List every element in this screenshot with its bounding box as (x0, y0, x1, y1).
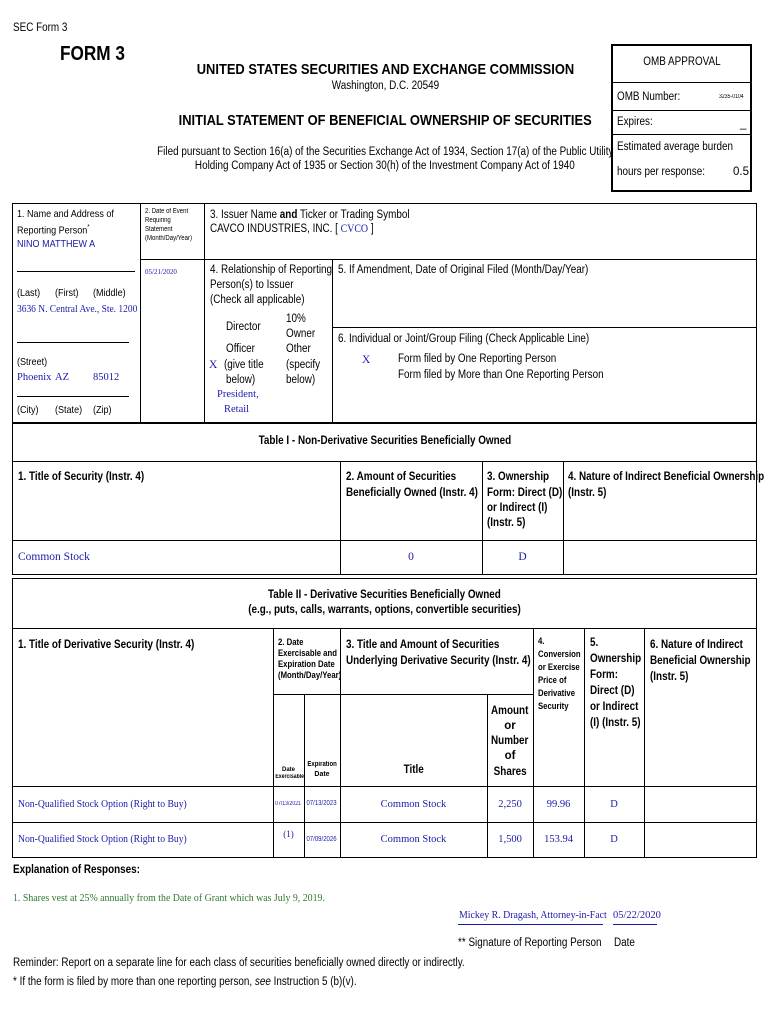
box1-label-2: Reporting Person (17, 224, 88, 237)
omb-hours-value: 0.5 (733, 166, 749, 178)
officer-checkmark[interactable]: X (209, 359, 218, 371)
omb-hours-label: hours per response: (617, 166, 705, 178)
table2-col-price-4: Price of (538, 675, 567, 685)
table2-col-date-2: Exercisable and (278, 648, 337, 658)
table2-col-form-3: Form: (590, 669, 619, 681)
table1-row-amount: 0 (408, 551, 414, 563)
signature-date: 05/22/2020 (613, 910, 661, 921)
table2-row1-underlying: Common Stock (380, 799, 447, 810)
table2-sub-amount-2: or (504, 720, 516, 732)
officer-title-line1: President, (217, 389, 259, 400)
table1-col-form-3: or Indirect (I) (487, 502, 548, 514)
box2-label-4: (Month/Day/Year) (145, 235, 192, 242)
label-zip: (Zip) (93, 404, 112, 416)
table1-col-title: 1. Title of Security (Instr. 4) (18, 471, 145, 483)
label-first: (First) (55, 287, 79, 299)
omb-burden-label: Estimated average burden (617, 141, 734, 153)
table2-title-1: Table II - Derivative Securities Beneficially Owned (268, 589, 501, 601)
filed-pursuant-line2: Holding Company Act of 1935 or Section 30(h) of the Investment Company Act of 1940 (195, 160, 575, 172)
reminder-text: Reminder: Report on a separate line for each class of securities beneficially owned directly or indirectly. (13, 957, 465, 969)
table2-row1-form: D (610, 799, 618, 810)
other-below: below) (286, 374, 316, 386)
table2-row1-price: 99.96 (546, 799, 571, 810)
other-specify: (specify (286, 359, 321, 371)
omb-expires-label: Expires: (617, 116, 653, 128)
zip-value: 85012 (93, 372, 120, 383)
table2-row1-exercisable: 07/13/2021 (275, 801, 302, 807)
table2-col-price-6: Security (538, 701, 569, 711)
table2-sub-exercisable-2: Exercisable (275, 774, 305, 780)
box4-label-2: Person(s) to Issuer (210, 279, 294, 291)
table2-col-form-2: Ownership (590, 653, 642, 665)
signature-label: ** Signature of Reporting Person (458, 937, 602, 949)
table2-col-date-3: Expiration Date (278, 659, 335, 669)
table2-row2-expiration: 07/09/2026 (306, 836, 338, 843)
table1-col-form-2: Form: Direct (D) (487, 487, 563, 499)
filed-pursuant-line1: Filed pursuant to Section 16(a) of the Securities Exchange Act of 1934, Section 17(a) of the Public Utility (156, 146, 614, 158)
one-person-checkmark[interactable]: X (362, 354, 371, 366)
filing-option-one: Form filed by One Reporting Person (398, 353, 557, 365)
label-last: (Last) (17, 287, 41, 299)
agency-location: Washington, D.C. 20549 (331, 80, 439, 92)
officer-label: Officer (226, 343, 255, 355)
omb-expires-value: _ (740, 118, 747, 130)
omb-approval-title: OMB APPROVAL (642, 56, 721, 68)
instruction-text: * If the form is filed by more than one reporting person, see Instruction 5 (b)(v). (13, 976, 357, 988)
table2-col-form-5: or Indirect (590, 701, 639, 713)
statement-title: INITIAL STATEMENT OF BENEFICIAL OWNERSHIP OF SECURITIES (178, 112, 592, 129)
table2-row2-exercisable: (1) (283, 829, 294, 839)
table2-col-underlying-1: 3. Title and Amount of Securities (346, 639, 500, 651)
label-state: (State) (55, 404, 83, 416)
table2-row2-price: 153.94 (544, 834, 573, 845)
label-city: (City) (17, 404, 39, 416)
box5-label: 5. If Amendment, Date of Original Filed (Month/Day/Year) (338, 264, 589, 276)
table2-col-price-5: Derivative (538, 688, 576, 698)
other-label: Other (286, 343, 311, 355)
table2-col-nature-3: (Instr. 5) (650, 671, 689, 683)
address-line: 3636 N. Central Ave., Ste. 1200 (17, 304, 138, 315)
officer-title-line2: Retail (224, 404, 250, 415)
table2-col-price-3: or Exercise (538, 662, 580, 672)
table2-sub-amount-5: Shares (493, 766, 527, 778)
table2-col-date-4: (Month/Day/Year) (278, 670, 342, 680)
sec-form-label: SEC Form 3 (13, 22, 68, 34)
table1-row-title: Common Stock (18, 551, 90, 563)
table2-col-price-1: 4. (538, 636, 545, 646)
officer-below: below) (226, 374, 256, 386)
table1-col-amount-1: 2. Amount of Securities (346, 471, 457, 483)
omb-number-value: 3235-0104 (719, 94, 744, 100)
state-value: AZ (55, 372, 69, 383)
city-value: Phoenix (17, 372, 52, 383)
table2-sub-amount-1: Amount (491, 705, 529, 717)
box1-label: 1. Name and Address of (17, 208, 114, 220)
table1-col-nature-1: 4. Nature of Indirect Beneficial Ownership (568, 471, 765, 483)
box6-label: 6. Individual or Joint/Group Filing (Check Applicable Line) (338, 333, 590, 345)
issuer-name: CAVCO INDUSTRIES, INC. [ CVCO ] (210, 223, 374, 235)
table1-col-form-1: 3. Ownership (487, 471, 550, 483)
table1-col-nature-2: (Instr. 5) (568, 487, 607, 499)
table2-row2-underlying: Common Stock (380, 834, 447, 845)
table1-row-form: D (518, 551, 527, 563)
box4-label-1: 4. Relationship of Reporting (210, 264, 333, 276)
table1-col-form-4: (Instr. 5) (487, 517, 526, 529)
box1-star: * (87, 224, 90, 231)
table2-title-2: (e.g., puts, calls, warrants, options, convertible securities) (248, 604, 521, 616)
ten-percent-owner-label: Owner (286, 328, 316, 340)
director-label: Director (226, 321, 261, 333)
ticker-symbol: CVCO (340, 223, 369, 235)
table2-col-underlying-2: Underlying Derivative Security (Instr. 4) (346, 655, 531, 667)
table2-sub-expiration-1: Expiration (307, 761, 337, 768)
signer-name: Mickey R. Dragash, Attorney-in-Fact (459, 910, 607, 921)
date-label: Date (614, 937, 635, 949)
label-street: (Street) (17, 356, 48, 368)
table2-col-form-1: 5. (590, 637, 599, 649)
officer-give-title: (give title (224, 359, 264, 371)
table-2 (12, 578, 757, 858)
table2-row2-form: D (610, 834, 618, 845)
table2-col-form-6: (I) (Instr. 5) (590, 717, 641, 729)
ten-percent-label: 10% (286, 313, 306, 325)
table2-col-nature-2: Beneficial Ownership (650, 655, 751, 667)
box4-label-3: (Check all applicable) (210, 294, 305, 306)
table2-sub-expiration-2: Date (314, 771, 330, 778)
table2-sub-amount-3: Number (491, 735, 529, 747)
table2-col-price-2: Conversion (538, 649, 581, 659)
table2-row1-title: Non-Qualified Stock Option (Right to Buy) (18, 799, 187, 810)
box2-label-1: 2. Date of Event (145, 208, 189, 215)
table2-sub-title: Title (403, 764, 424, 776)
form-title: FORM 3 (60, 43, 125, 65)
box2-label-2: Requiring (145, 217, 171, 224)
table1-col-amount-2: Beneficially Owned (Instr. 4) (346, 487, 478, 499)
table2-col-title: 1. Title of Derivative Security (Instr. 4) (18, 639, 195, 651)
footnote-1: 1. Shares vest at 25% annually from the Date of Grant which was July 9, 2019. (13, 893, 325, 904)
box2-label-3: Statement (145, 226, 173, 233)
agency-name: UNITED STATES SECURITIES AND EXCHANGE COMMISSION (196, 61, 574, 78)
event-date: 05/21/2020 (145, 268, 177, 276)
explanation-title: Explanation of Responses: (13, 864, 140, 876)
table2-col-nature-1: 6. Nature of Indirect (650, 639, 743, 651)
table2-row2-title: Non-Qualified Stock Option (Right to Buy) (18, 834, 187, 845)
reporting-person-name: NINO MATTHEW A (17, 238, 96, 250)
table2-sub-exercisable-1: Date (281, 767, 295, 773)
omb-number-label: OMB Number: (617, 91, 681, 103)
table2-row2-shares: 1,500 (498, 834, 522, 845)
table2-sub-amount-4: of (504, 750, 516, 762)
box3-label: 3. Issuer Name and Ticker or Trading Symbol (210, 209, 410, 221)
table1-title: Table I - Non-Derivative Securities Beneficially Owned (258, 435, 511, 447)
table2-row1-expiration: 07/13/2023 (306, 800, 338, 807)
table2-col-form-4: Direct (D) (590, 685, 635, 697)
label-middle: (Middle) (93, 287, 126, 299)
table2-row1-shares: 2,250 (498, 799, 522, 810)
table2-col-date-1: 2. Date (278, 637, 304, 647)
filing-option-multiple: Form filed by More than One Reporting Person (398, 369, 604, 381)
